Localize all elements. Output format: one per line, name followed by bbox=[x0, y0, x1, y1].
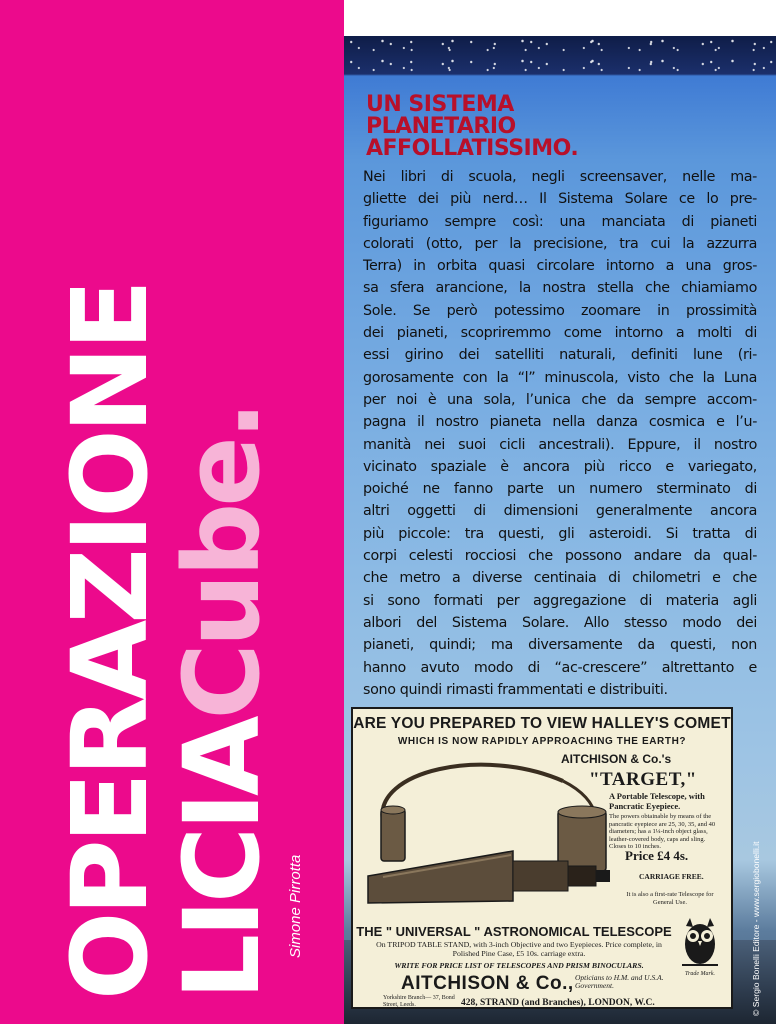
body-line: corpi celesti rocciosi che possono andare da qual- bbox=[363, 548, 757, 565]
heading-line: UN SISTEMA bbox=[366, 92, 514, 117]
title-cube: Cube. bbox=[161, 404, 283, 720]
body-line: hanno avuto modo di “ac-crescere” altrettanto e bbox=[363, 659, 757, 676]
body-line: colorati (otto, per la precisione, tra cui la azzurra bbox=[363, 235, 757, 252]
body-line: Terra) in orbita quasi circolare intorno a una gros- bbox=[363, 258, 757, 275]
starfield-image bbox=[344, 36, 776, 76]
ad-opticians: Opticians to H.M. and U.S.A. Government. bbox=[575, 973, 664, 991]
author-name: Simone Pirrotta bbox=[287, 854, 304, 958]
vintage-telescope-ad bbox=[351, 707, 733, 1009]
ad-branch: Yorkshire Branch— 37, Bond Street, Leeds. bbox=[383, 995, 455, 1008]
heading-line: AFFOLLATISSIMO. bbox=[366, 136, 579, 161]
body-line: altri oggetti di dimensioni generalmente ancora bbox=[363, 503, 757, 520]
telescope-illustration bbox=[363, 751, 613, 921]
body-line: manità nei suoi cicli ancestrali). Eppure, il nostro bbox=[363, 436, 757, 453]
title-panel bbox=[0, 0, 344, 1024]
body-line: pagna il nostro pianeta nella danza cosmica e l’u- bbox=[363, 414, 757, 431]
ad-product-name: "TARGET," bbox=[589, 769, 697, 790]
ad-trademark-text: Trade Mark. bbox=[685, 971, 715, 977]
ad-brand: AITCHISON & Co., bbox=[401, 973, 574, 994]
article-body bbox=[363, 166, 757, 701]
body-line: poiché ne fanno parte un numero sterminato di bbox=[363, 481, 757, 498]
ad-price-list-note: WRITE FOR PRICE LIST OF TELESCOPES AND PRISM BINOCULARS. bbox=[394, 961, 644, 970]
body-line: essi girino dei satelliti naturali, definiti lune (ri- bbox=[363, 347, 757, 364]
ad-also-note: It is also a first-rate Telescope for General Use. bbox=[626, 891, 714, 906]
title-line-liciacube bbox=[161, 404, 283, 1000]
ad-price: Price £4 4s. bbox=[625, 848, 689, 863]
ad-address: 428, STRAND (and Branches), LONDON, W.C. bbox=[461, 998, 655, 1008]
body-line: vicinato spaziale è ancora più ricco e variegato, bbox=[363, 458, 757, 475]
body-line: più piccole: tra questi, gli asteroidi. Si tratta di bbox=[363, 525, 757, 542]
owl-trademark-icon bbox=[678, 914, 722, 978]
ad-headline: ARE YOU PREPARED TO VIEW HALLEY'S COMET bbox=[353, 715, 731, 732]
body-line: Nei libri di scuola, negli screensaver, nelle ma- bbox=[363, 169, 757, 185]
body-line: si sono formati per aggregazione di materia agli bbox=[363, 592, 757, 609]
body-line: che metro a diverse centinaia di chilometri e che bbox=[363, 570, 757, 587]
body-line: gorosamente con la “l” minuscola, visto che la Luna bbox=[363, 369, 757, 386]
body-line: pianeti, quindi; ma diversamente da questi, non bbox=[363, 637, 757, 654]
copyright-credit: © Sergio Bonelli Editore - www.sergiobonelli.it bbox=[751, 841, 761, 1016]
ad-carriage-note: CARRIAGE FREE. bbox=[639, 872, 704, 881]
body-line: per noi è una sola, l’unica che da sempre accom- bbox=[363, 391, 757, 408]
heading-line: PLANETARIO bbox=[366, 114, 516, 139]
ad-subhead: WHICH IS NOW RAPIDLY APPROACHING THE EARTH? bbox=[397, 736, 687, 747]
body-line: Sole. Se però potessimo zoomare in prossimità bbox=[363, 302, 757, 319]
body-line: figuriamo sempre così: una manciata di pianeti bbox=[363, 213, 757, 230]
body-line: albori del Sistema Solare. Allo stesso modo dei bbox=[363, 614, 757, 631]
title-licia: LICIA bbox=[161, 719, 283, 1000]
ad-tripod-text: On TRIPOD TABLE STAND, with 3-inch Objective and two Eyepieces. Price complete, in Polished Pine Case, £5 10s. carriage extra. bbox=[376, 940, 662, 958]
body-line: sono quindi rimasti frammentati e distribuiti. bbox=[363, 681, 668, 698]
article-heading bbox=[366, 94, 746, 160]
body-line: sa sfera arancione, la nostra stella che chiamiamo bbox=[363, 280, 757, 297]
body-line: gliette dei più nerd… Il Sistema Solare ce lo pre- bbox=[363, 191, 757, 208]
ad-product-desc: A Portable Telescope, with Pancratic Eyepiece. bbox=[609, 791, 705, 811]
ad-product-detail: The powers obtainable by means of the pancratic eyepiece are 25, 30, 35, and 40 diameters; has a 1¼-inch object glass, leather-covered body, caps and sling. Closes to 10 inches. bbox=[609, 813, 716, 850]
body-line: dei pianeti, scopriremmo come intorno a molti di bbox=[363, 325, 757, 342]
ad-universal-title: THE " UNIVERSAL " ASTRONOMICAL TELESCOPE bbox=[356, 924, 672, 939]
ad-brand-small: AITCHISON & Co.'s bbox=[561, 752, 672, 766]
title-line-operazione: OPERAZIONE bbox=[49, 283, 171, 1000]
